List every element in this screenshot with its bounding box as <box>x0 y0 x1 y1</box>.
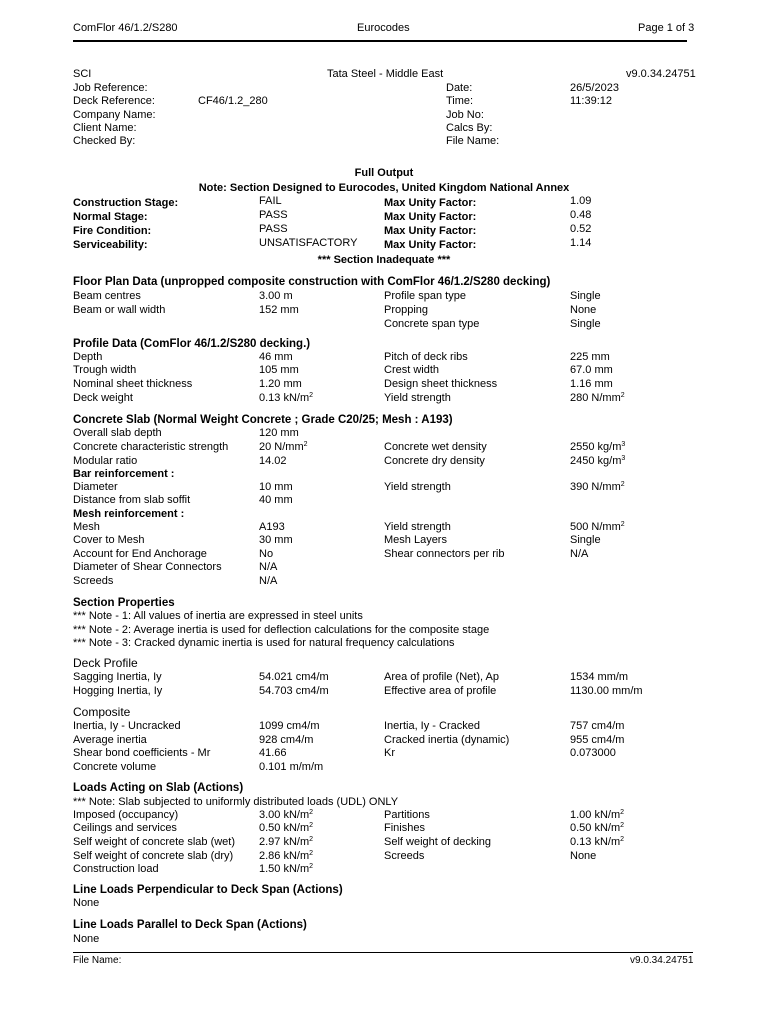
nominal-thickness-value: 1.20 mm <box>259 378 302 390</box>
cracked-inertia-value: 757 cm4/m <box>570 720 625 732</box>
bar-diameter-value: 10 mm <box>259 481 293 493</box>
wet-density-value: 2550 $kg/m^3$ <box>570 441 626 453</box>
summary-note: Note: Section Designed to Eurocodes, United Kingdom National Annex <box>198 182 570 194</box>
construction-factor-value: 1.09 <box>570 195 592 207</box>
anchorage-value: No <box>259 548 274 560</box>
cover-label: Cover to Mesh <box>73 534 145 546</box>
sw-dry-value: 2.86 $kN/m^2$ <box>259 850 314 862</box>
file-name-label: File Name: <box>446 135 500 147</box>
footer-version: v9.0.34.24751 <box>630 955 694 966</box>
mesh-value: A193 <box>259 521 285 533</box>
line-par-title: Line Loads Parallel to Deck Span (Actions) <box>73 919 307 931</box>
header-standard: Eurocodes <box>357 22 410 34</box>
depth-value: 46 mm <box>259 351 293 363</box>
finishes-label: Finishes <box>384 822 425 834</box>
time-value: 11:39:12 <box>570 95 613 107</box>
composite-title: Composite <box>73 705 131 719</box>
hogging-inertia-label: Hogging Inertia, Iy <box>73 685 163 697</box>
shear-diameter-value: N/A <box>259 561 278 573</box>
beam-centres-value: 3.00 m <box>259 290 293 302</box>
mesh-yield-label: Yield strength <box>384 521 451 533</box>
dry-density-label: Concrete dry density <box>384 455 485 467</box>
org-name: SCI <box>73 68 92 80</box>
shear-bond-label: Shear bond coefficients - Mr <box>73 747 211 759</box>
sw-wet-value: 2.97 $kN/m^2$ <box>259 836 314 848</box>
sw-deck-value: 0.13 $kN/m^2$ <box>570 836 625 848</box>
effective-area-label: Effective area of profile <box>384 685 497 697</box>
time-label: Time: <box>446 95 474 107</box>
concrete-span-value: Single <box>570 318 601 330</box>
trough-width-label: Trough width <box>73 364 137 376</box>
bar-diameter-label: Diameter <box>73 481 118 493</box>
normal-stage-label: Normal Stage: <box>73 211 148 223</box>
section-verdict: *** Section Inadequate *** <box>317 254 451 266</box>
soffit-distance-label: Distance from slab soffit <box>73 494 191 506</box>
line-perp-value: None <box>73 897 100 909</box>
uncracked-inertia-value: 1099 cm4/m <box>259 720 320 732</box>
kr-label: Kr <box>384 747 395 759</box>
section-note-3: *** Note - 3: Cracked dynamic inertia is used for natural frequency calculations <box>73 637 455 649</box>
bar-yield-value: 390 $N/mm^2$ <box>570 481 625 493</box>
date-value: 26/5/2023 <box>570 82 619 94</box>
loads-screeds-label: Screeds <box>384 850 425 862</box>
concrete-volume-label: Concrete volume <box>73 761 157 773</box>
crest-width-value: 67.0 mm <box>570 364 613 376</box>
depth-label: Depth <box>73 351 103 363</box>
serviceability-factor-label: Max Unity Factor: <box>384 239 477 251</box>
mesh-layers-value: Single <box>570 534 601 546</box>
dynamic-inertia-value: 955 cm4/m <box>570 734 625 746</box>
shear-bond-value: 41.66 <box>259 747 287 759</box>
construction-stage-label: Construction Stage: <box>73 197 179 209</box>
connectors-value: N/A <box>570 548 589 560</box>
floor-plan-title: Floor Plan Data (unpropped composite construction with ComFlor 46/1.2/S280 decking) <box>73 276 551 288</box>
loads-note: *** Note: Slab subjected to uniformly distributed loads (UDL) ONLY <box>73 796 399 808</box>
beam-width-value: 152 mm <box>259 304 299 316</box>
mesh-layers-label: Mesh Layers <box>384 534 447 546</box>
section-properties-title: Section Properties <box>73 597 175 609</box>
screeds-label: Screeds <box>73 575 114 587</box>
header-document-title: ComFlor 46/1.2/S280 <box>73 22 178 34</box>
serviceability-label: Serviceability: <box>73 239 148 251</box>
ceilings-value: 0.50 $kN/m^2$ <box>259 822 314 834</box>
partitions-label: Partitions <box>384 809 430 821</box>
propping-value: None <box>570 304 597 316</box>
mesh-yield-value: 500 $N/mm^2$ <box>570 521 625 533</box>
modular-ratio-value: 14.02 <box>259 455 287 467</box>
deck-yield-value: 280 $N/mm^2$ <box>570 392 625 404</box>
company-center: Tata Steel - Middle East <box>327 68 444 80</box>
sw-dry-label: Self weight of concrete slab (dry) <box>73 850 234 862</box>
job-no-label: Job No: <box>446 109 484 121</box>
section-note-1: *** Note - 1: All values of inertia are expressed in steel units <box>73 610 363 622</box>
design-thickness-label: Design sheet thickness <box>384 378 498 390</box>
line-par-value: None <box>73 933 100 945</box>
normal-factor-value: 0.48 <box>570 209 592 221</box>
shear-diameter-label: Diameter of Shear Connectors <box>73 561 222 573</box>
mesh-label: Mesh <box>73 521 100 533</box>
header-page-number: Page 1 of 3 <box>638 22 695 34</box>
partitions-value: 1.00 $kN/m^2$ <box>570 809 625 821</box>
normal-stage-status: PASS <box>259 209 288 221</box>
beam-width-label: Beam or wall width <box>73 304 166 316</box>
deck-yield-label: Yield strength <box>384 392 451 404</box>
deck-profile-title: Deck Profile <box>73 656 138 670</box>
client-name-label: Client Name: <box>73 122 137 134</box>
effective-area-value: 1130.00 mm/m <box>570 685 643 697</box>
profile-span-label: Profile span type <box>384 290 466 302</box>
slab-depth-label: Overall slab depth <box>73 427 162 439</box>
profile-area-label: Area of profile (Net), Ap <box>384 671 499 683</box>
ceilings-label: Ceilings and services <box>73 822 177 834</box>
screeds-value: N/A <box>259 575 278 587</box>
fire-factor-label: Max Unity Factor: <box>384 225 477 237</box>
footer-file-name: File Name: <box>73 955 122 966</box>
construction-load-label: Construction load <box>73 863 159 875</box>
construction-factor-label: Max Unity Factor: <box>384 197 477 209</box>
deck-weight-label: Deck weight <box>73 392 133 404</box>
anchorage-label: Account for End Anchorage <box>73 548 207 560</box>
dry-density-value: 2450 $kg/m^3$ <box>570 455 626 467</box>
kr-value: 0.073000 <box>570 747 616 759</box>
dynamic-inertia-label: Cracked inertia (dynamic) <box>384 734 510 746</box>
trough-width-value: 105 mm <box>259 364 299 376</box>
company-name-label: Company Name: <box>73 109 156 121</box>
hogging-inertia-value: 54.703 cm4/m <box>259 685 329 697</box>
calcs-by-label: Calcs By: <box>446 122 493 134</box>
concrete-slab-title: Concrete Slab (Normal Weight Concrete ; Grade C20/25; Mesh : A193) <box>73 414 453 426</box>
sagging-inertia-value: 54.021 cm4/m <box>259 671 329 683</box>
sw-deck-label: Self weight of decking <box>384 836 492 848</box>
crest-width-label: Crest width <box>384 364 440 376</box>
bar-reinforcement-title: Bar reinforcement : <box>73 468 175 480</box>
footer-divider <box>73 952 693 953</box>
uncracked-inertia-label: Inertia, Iy - Uncracked <box>73 720 181 732</box>
mesh-reinforcement-title: Mesh reinforcement : <box>73 508 185 520</box>
fire-factor-value: 0.52 <box>570 223 592 235</box>
profile-area-value: 1534 mm/m <box>570 671 629 683</box>
deck-reference-label: Deck Reference: <box>73 95 155 107</box>
date-label: Date: <box>446 82 473 94</box>
job-reference-label: Job Reference: <box>73 82 148 94</box>
checked-by-label: Checked By: <box>73 135 136 147</box>
serviceability-status: UNSATISFACTORY <box>259 237 358 249</box>
connectors-label: Shear connectors per rib <box>384 548 505 560</box>
version-top: v9.0.34.24751 <box>626 68 696 80</box>
average-inertia-label: Average inertia <box>73 734 147 746</box>
normal-factor-label: Max Unity Factor: <box>384 211 477 223</box>
nominal-thickness-label: Nominal sheet thickness <box>73 378 193 390</box>
summary-title: Full Output <box>354 167 414 179</box>
profile-data-title: Profile Data (ComFlor 46/1.2/S280 decking.) <box>73 338 311 350</box>
pitch-value: 225 mm <box>570 351 610 363</box>
average-inertia-value: 928 cm4/m <box>259 734 314 746</box>
loads-screeds-value: None <box>570 850 597 862</box>
imposed-label: Imposed (occupancy) <box>73 809 179 821</box>
imposed-value: 3.00 $kN/m^2$ <box>259 809 314 821</box>
profile-span-value: Single <box>570 290 601 302</box>
serviceability-factor-value: 1.14 <box>570 237 592 249</box>
fire-condition-label: Fire Condition: <box>73 225 152 237</box>
bar-yield-label: Yield strength <box>384 481 451 493</box>
cracked-inertia-label: Inertia, Iy - Cracked <box>384 720 480 732</box>
loads-title: Loads Acting on Slab (Actions) <box>73 782 244 794</box>
fire-condition-status: PASS <box>259 223 288 235</box>
sagging-inertia-label: Sagging Inertia, Iy <box>73 671 162 683</box>
concrete-volume-value: 0.101 m/m/m <box>259 761 324 773</box>
modular-ratio-label: Modular ratio <box>73 455 138 467</box>
cover-value: 30 mm <box>259 534 293 546</box>
construction-stage-status: FAIL <box>259 195 282 207</box>
finishes-value: 0.50 $kN/m^2$ <box>570 822 625 834</box>
header-divider <box>73 40 687 42</box>
concrete-span-label: Concrete span type <box>384 318 480 330</box>
construction-load-value: 1.50 $kN/m^2$ <box>259 863 314 875</box>
slab-depth-value: 120 mm <box>259 427 299 439</box>
soffit-distance-value: 40 mm <box>259 494 293 506</box>
deck-reference-value: CF46/1.2_280 <box>198 95 268 107</box>
char-strength-value: 20 $N/mm^2$ <box>259 441 308 453</box>
deck-weight-value: 0.13 $kN/m^2$ <box>259 392 314 404</box>
sw-wet-label: Self weight of concrete slab (wet) <box>73 836 236 848</box>
wet-density-label: Concrete wet density <box>384 441 487 453</box>
pitch-label: Pitch of deck ribs <box>384 351 468 363</box>
beam-centres-label: Beam centres <box>73 290 141 302</box>
line-perp-title: Line Loads Perpendicular to Deck Span (Actions) <box>73 884 343 896</box>
char-strength-label: Concrete characteristic strength <box>73 441 229 453</box>
design-thickness-value: 1.16 mm <box>570 378 613 390</box>
section-note-2: *** Note - 2: Average inertia is used for deflection calculations for the composite stage <box>73 624 490 636</box>
propping-label: Propping <box>384 304 429 316</box>
